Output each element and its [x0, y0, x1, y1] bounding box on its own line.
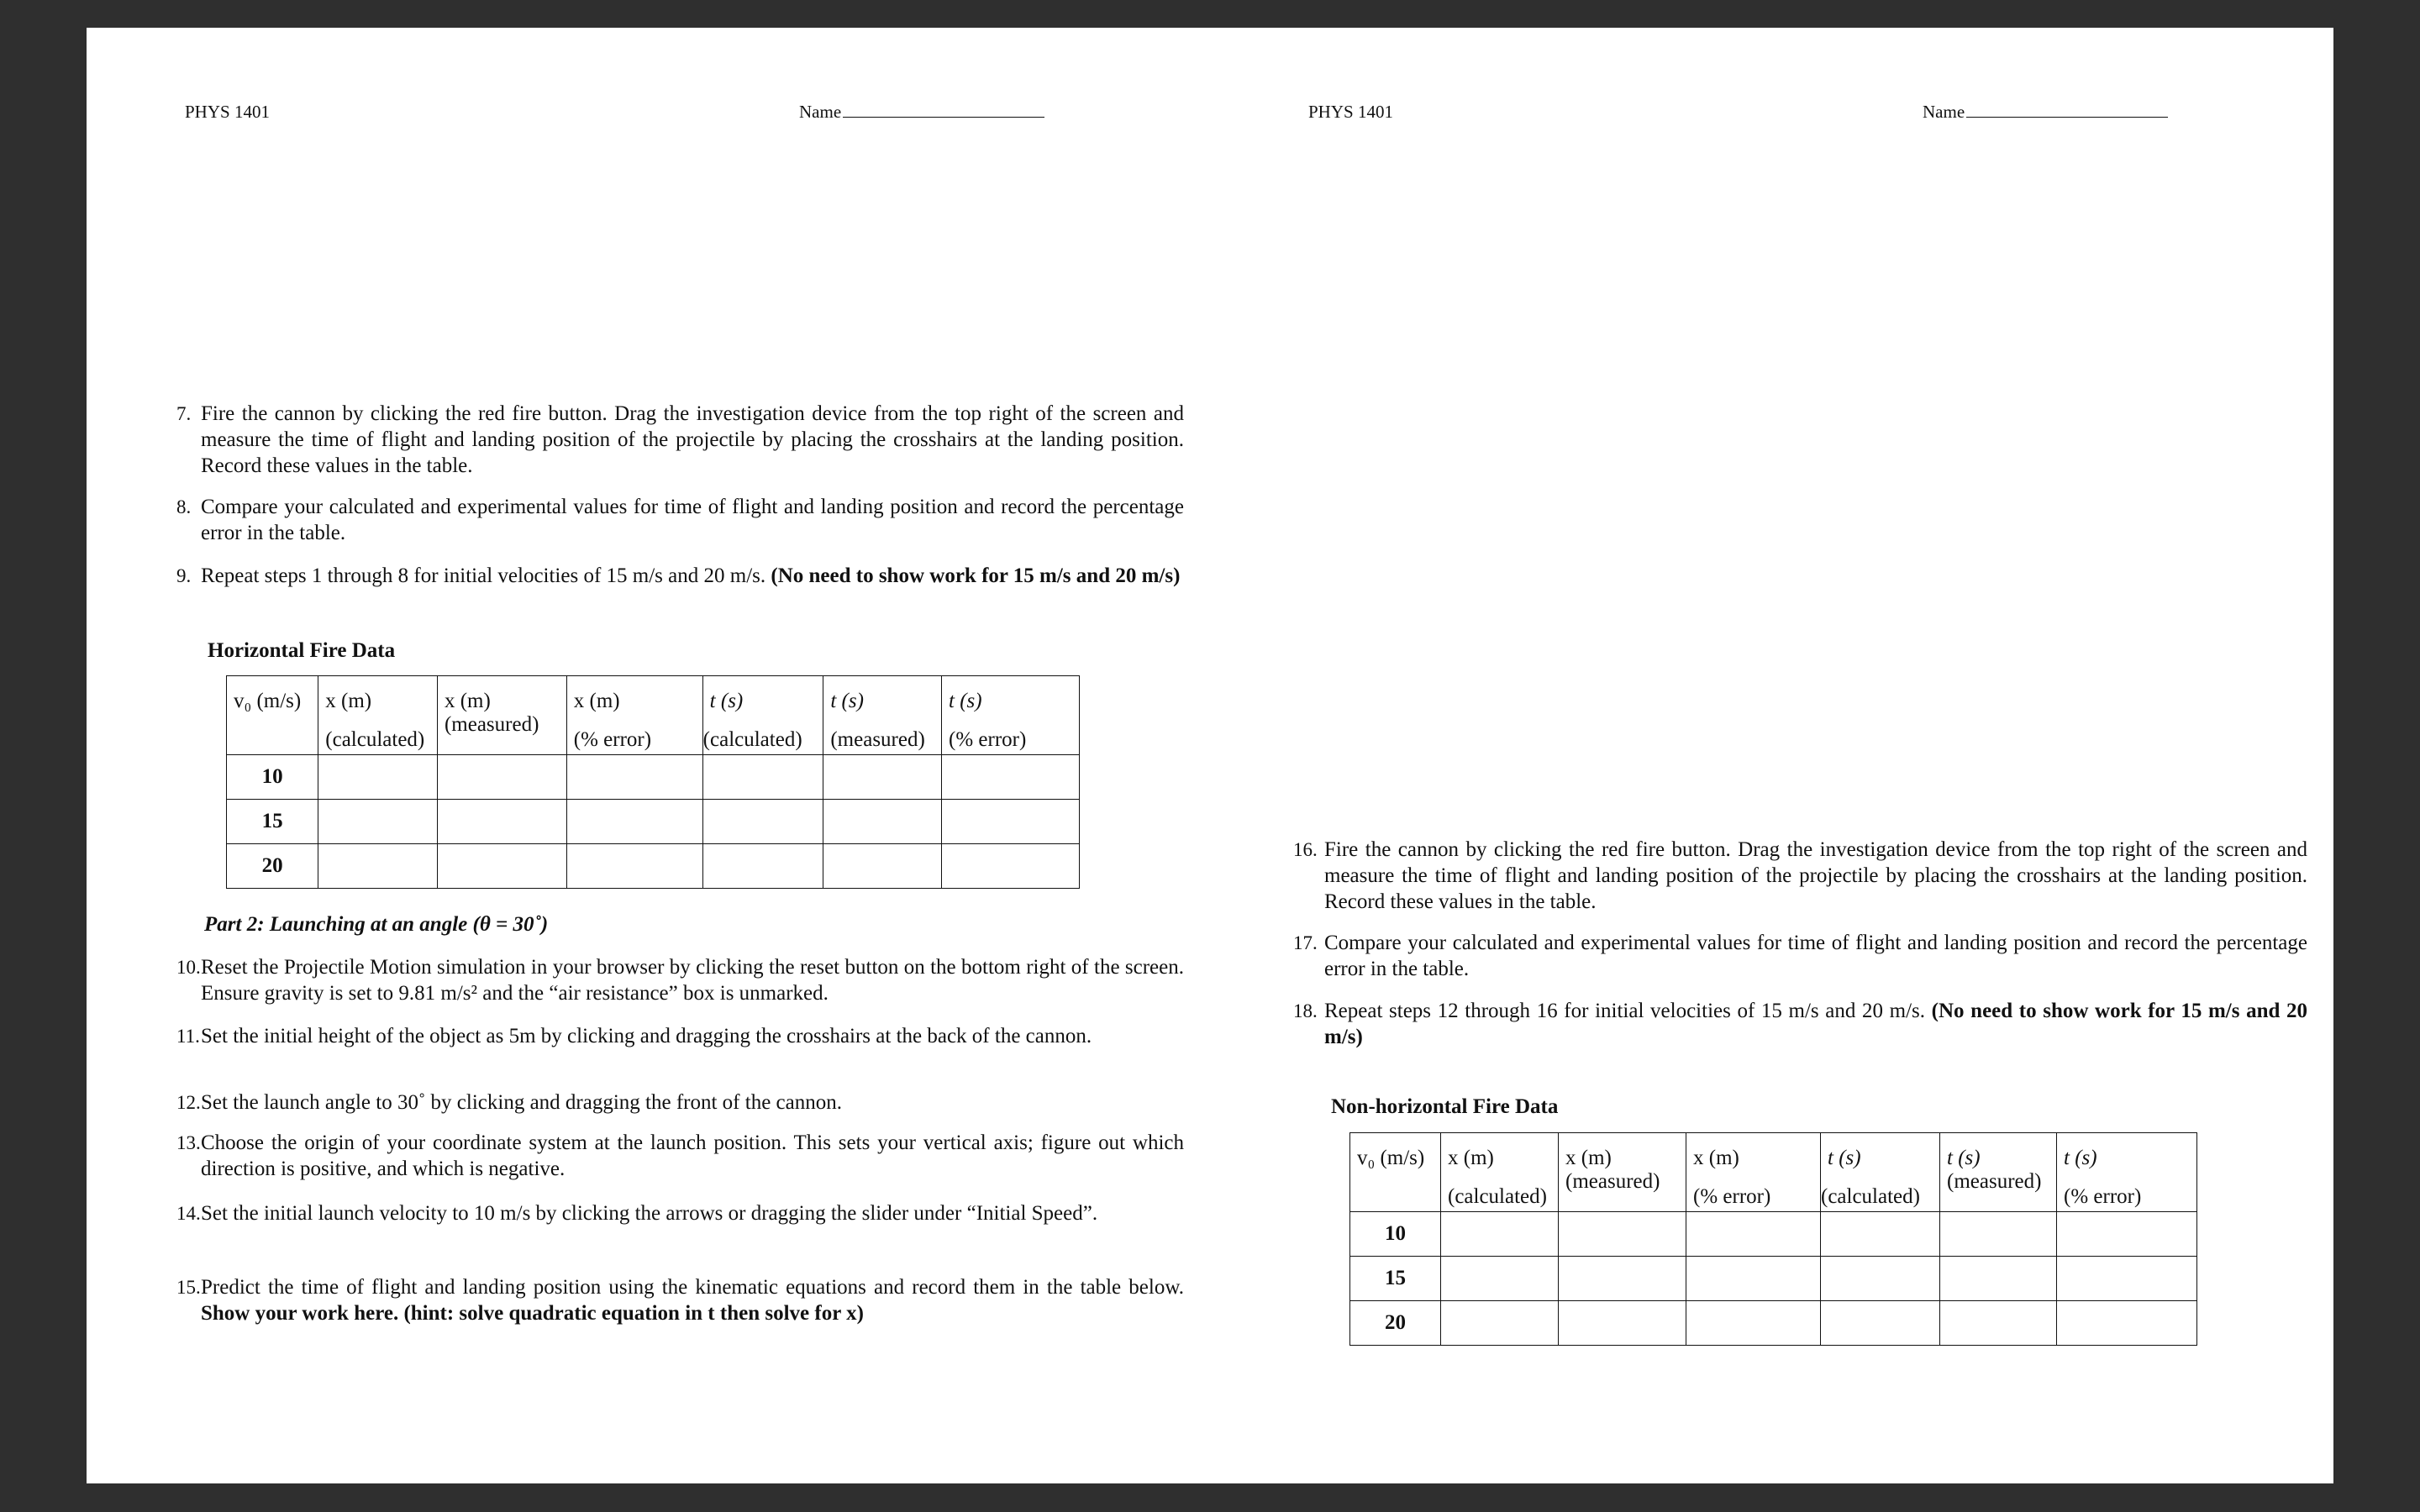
x-measured-cell	[1559, 1212, 1686, 1257]
t-measured-cell	[823, 800, 942, 844]
step-number: 16.	[1293, 839, 1318, 860]
course-label: PHYS 1401	[185, 102, 270, 122]
x-calculated-cell	[1441, 1301, 1559, 1346]
header-cell: t (s) (% error)	[942, 676, 1080, 755]
step-14	[176, 1200, 1184, 1226]
header-cell: x (m) (calculated)	[318, 676, 438, 755]
table-row	[227, 800, 1080, 844]
t-calculated-cell	[702, 755, 823, 800]
x-measured-cell	[437, 800, 566, 844]
step-number: 7.	[176, 403, 192, 424]
x-calculated-cell	[1441, 1257, 1559, 1301]
step-18	[1293, 998, 2308, 1050]
x-calculated-cell	[318, 800, 438, 844]
step-number: 8.	[176, 496, 192, 517]
step-12	[176, 1089, 1184, 1116]
t-calculated-cell	[1821, 1212, 1940, 1257]
t-error-cell	[2057, 1301, 2197, 1346]
step-number: 18.	[1293, 1000, 1318, 1021]
x-error-cell	[566, 800, 702, 844]
horizontal-fire-table	[226, 675, 1080, 889]
header-cell: t (s) (calculated)	[702, 676, 823, 755]
header-cell: x (m) (% error)	[566, 676, 702, 755]
step-number: 15.	[176, 1277, 201, 1298]
velocity-cell: 20	[227, 844, 318, 889]
t-error-cell	[2057, 1257, 2197, 1301]
step-10	[176, 954, 1184, 1006]
t-measured-cell	[1940, 1212, 2057, 1257]
header-cell: t (s) (measured)	[1940, 1133, 2057, 1212]
t-calculated-cell	[702, 800, 823, 844]
x-error-cell	[1686, 1301, 1821, 1346]
table-row	[1350, 1301, 2197, 1346]
x-measured-cell	[437, 844, 566, 889]
name-field	[799, 102, 1044, 123]
name-label: Name	[1923, 102, 1965, 122]
t-measured-cell	[823, 844, 942, 889]
x-error-cell	[566, 844, 702, 889]
t-calculated-cell	[1821, 1257, 1940, 1301]
step-15	[176, 1274, 1184, 1326]
name-label: Name	[799, 102, 842, 122]
x-calculated-cell	[318, 844, 438, 889]
velocity-cell: 10	[227, 755, 318, 800]
step-number: 14.	[176, 1203, 201, 1224]
velocity-cell: 10	[1350, 1212, 1441, 1257]
table-header-row	[227, 676, 1080, 755]
step-number: 12.	[176, 1092, 201, 1113]
t-error-cell	[2057, 1212, 2197, 1257]
left-page	[87, 28, 1210, 1483]
header-cell: x (m) (% error)	[1686, 1133, 1821, 1212]
step-8	[176, 494, 1184, 546]
document-sheet	[87, 28, 2333, 1483]
header-cell: v₀ (m/s)	[227, 676, 318, 755]
t-error-cell	[942, 844, 1080, 889]
header-cell: x (m) (measured)	[437, 676, 566, 755]
x-calculated-cell	[1441, 1212, 1559, 1257]
step-17	[1293, 930, 2307, 982]
part-2-title: Part 2: Launching at an angle (θ = 30˚)	[204, 913, 549, 936]
step-13	[176, 1130, 1184, 1182]
step-number: 10.	[176, 957, 201, 978]
header-cell: t (s) (measured)	[823, 676, 942, 755]
t-measured-cell	[1940, 1257, 2057, 1301]
course-label: PHYS 1401	[1308, 102, 1393, 122]
t-error-cell	[942, 800, 1080, 844]
table-row	[227, 844, 1080, 889]
step-number: 9.	[176, 565, 192, 586]
x-error-cell	[1686, 1212, 1821, 1257]
step-16	[1293, 837, 2307, 915]
step-11	[176, 1023, 1184, 1049]
header-cell: x (m) (calculated)	[1441, 1133, 1559, 1212]
header-cell: t (s) (calculated)	[1821, 1133, 1940, 1212]
horizontal-table-title: Horizontal Fire Data	[208, 639, 396, 662]
t-measured-cell	[1940, 1301, 2057, 1346]
name-field	[1923, 102, 2168, 123]
step-text: Compare your calculated and experimental values for time of flight and landing position and record the percentage error in the table.	[1324, 932, 2307, 980]
table-row	[1350, 1257, 2197, 1301]
velocity-cell: 15	[1350, 1257, 1441, 1301]
step-text: Fire the cannon by clicking the red fire button. Drag the investigation device from the top right of the screen and measure the time of flight and landing position of the projectile by placing the crosshairs at the landing position. Record these values in the table.	[1324, 838, 2307, 913]
name-blank-line	[1966, 102, 2168, 118]
step-text: Choose the origin of your coordinate system at the launch position. This sets your vertical axis; figure out which direction is positive, and which is negative.	[201, 1131, 1184, 1180]
step-text: Set the initial launch velocity to 10 m/s by clicking the arrows or dragging the slider under “Initial Speed”.	[201, 1202, 1098, 1225]
t-calculated-cell	[1821, 1301, 1940, 1346]
x-error-cell	[566, 755, 702, 800]
table-header-row	[1350, 1133, 2197, 1212]
header-cell: x (m) (measured)	[1559, 1133, 1686, 1212]
step-text: Predict the time of flight and landing position using the kinematic equations and record them in the table below. Show your work here. (hint: solve quadratic equation in t then solve for x)	[201, 1276, 1184, 1325]
x-measured-cell	[1559, 1301, 1686, 1346]
non-horizontal-table-title: Non-horizontal Fire Data	[1331, 1095, 1559, 1118]
x-measured-cell	[437, 755, 566, 800]
step-text: Fire the cannon by clicking the red fire button. Drag the investigation device from the top right of the screen and measure the time of flight and landing position of the projectile by placing the crosshairs at the landing position. Record these values in the table.	[201, 402, 1184, 477]
right-page	[1210, 28, 2333, 1483]
step-7	[176, 401, 1184, 479]
step-text: Repeat steps 12 through 16 for initial velocities of 15 m/s and 20 m/s. (No need to show work for 15 m/s and 20 m/s)	[1324, 1000, 2308, 1048]
step-text: Compare your calculated and experimental values for time of flight and landing position and record the percentage error in the table.	[201, 496, 1184, 544]
t-calculated-cell	[702, 844, 823, 889]
step-number: 11.	[176, 1026, 200, 1047]
step-number: 17.	[1293, 932, 1318, 953]
x-calculated-cell	[318, 755, 438, 800]
t-measured-cell	[823, 755, 942, 800]
x-measured-cell	[1559, 1257, 1686, 1301]
header-cell: t (s) (% error)	[2057, 1133, 2197, 1212]
step-text: Set the launch angle to 30˚ by clicking and dragging the front of the cannon.	[201, 1091, 842, 1114]
header-cell: v₀ (m/s)	[1350, 1133, 1441, 1212]
table-row	[1350, 1212, 2197, 1257]
non-horizontal-fire-table	[1349, 1132, 2197, 1346]
step-text: Reset the Projectile Motion simulation in your browser by clicking the reset button on the bottom right of the screen. Ensure gravity is set to 9.81 m/s² and the “air resistance” box is unmarked.	[201, 956, 1184, 1005]
x-error-cell	[1686, 1257, 1821, 1301]
velocity-cell: 20	[1350, 1301, 1441, 1346]
table-row	[227, 755, 1080, 800]
name-blank-line	[843, 102, 1044, 118]
velocity-cell: 15	[227, 800, 318, 844]
step-number: 13.	[176, 1132, 201, 1153]
t-error-cell	[942, 755, 1080, 800]
step-text: Repeat steps 1 through 8 for initial velocities of 15 m/s and 20 m/s. (No need to show work for 15 m/s and 20 m/s)	[201, 564, 1181, 587]
step-text: Set the initial height of the object as 5m by clicking and dragging the crosshairs at the back of the cannon.	[201, 1025, 1092, 1047]
step-9	[176, 563, 1184, 589]
